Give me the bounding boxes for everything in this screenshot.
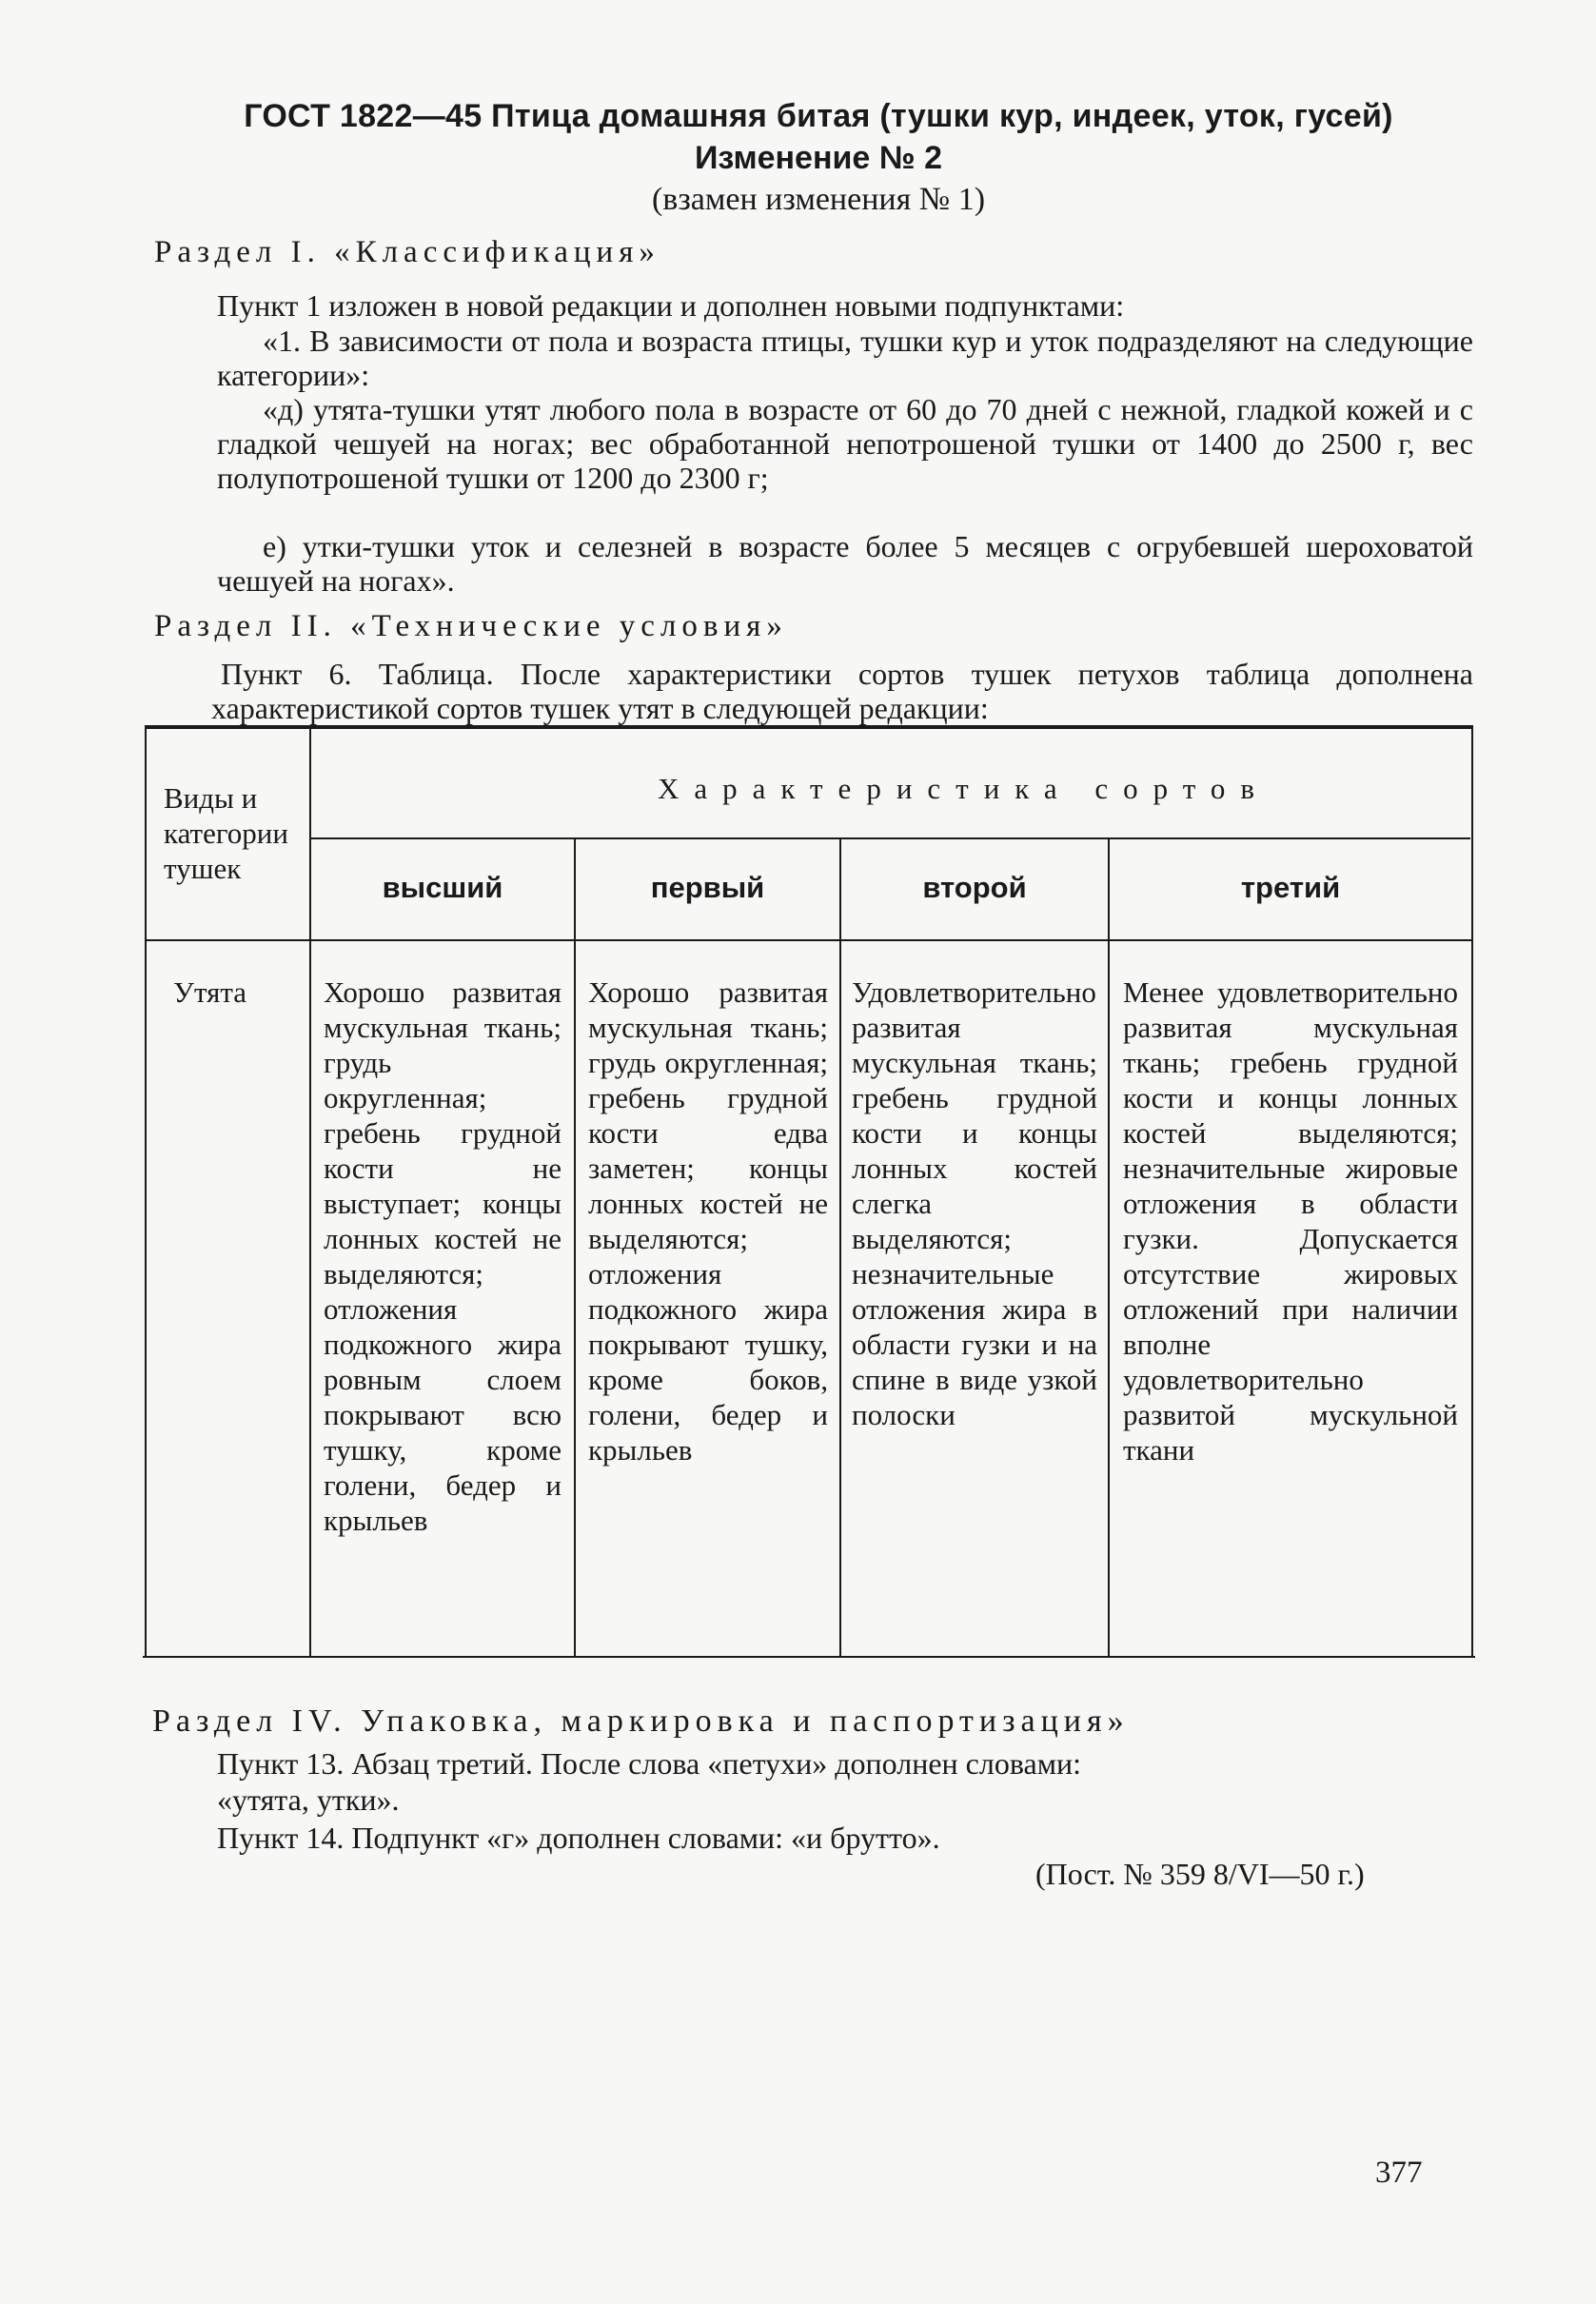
col-divider-1 <box>309 729 311 1656</box>
page-number: 377 <box>1375 2156 1423 2190</box>
resolution-reference: (Пост. № 359 8/VI—50 г.) <box>1035 1857 1365 1891</box>
section-1-paragraph-1: Пункт 1 изложен в новой редакции и дополнен новыми подпунктами: <box>217 288 1125 323</box>
ducklings-first-grade: Хорошо развитая мускульная ткань; грудь округленная; гребень грудной кости едва заметен; концы лонных костей не выделяются; отложения подкожного жира покрывают тушку, кроме боков, голени, бедер и крыльев <box>588 975 828 1467</box>
grade-header-highest: высший <box>382 871 503 904</box>
amendment-number: Изменение № 2 <box>694 140 943 176</box>
table-left-border <box>145 729 147 1656</box>
section-2-paragraph <box>211 657 1473 725</box>
ducklings-highest-grade: Хорошо развитая мускульная ткань; грудь округленная; гребень грудной кости не выступает; концы лонных костей не выделяются; отложения подкожного жира ровным слоем покрывают всю тушку, кроме голени, бедер и крыльев <box>324 975 562 1537</box>
paragraph-4-text: е) утки-тушки уток и селезней в возрасте более 5 месяцев с огрубевшей шероховатой чешуей на ногах». <box>217 529 1473 598</box>
section-2-heading: Раздел II. «Технические условия» <box>154 609 788 643</box>
table-top-rule <box>145 725 1473 729</box>
ducklings-second-grade: Удовлетворительно развитая мускульная ткань; гребень грудной кости и концы лонных костей слегка выделяются; незначительные отложения жира в области гузки и на спине в виде узкой полоски <box>852 975 1097 1431</box>
grade-header-second: второй <box>922 871 1027 904</box>
grade-header-first: первый <box>650 871 765 904</box>
section-4-line-2: «утята, утки». <box>217 1782 400 1817</box>
section-4-line-1: Пункт 13. Абзац третий. После слова «петухи» дополнен словами: <box>217 1746 1081 1781</box>
title-block <box>143 95 1494 221</box>
table-right-border <box>1471 729 1473 1656</box>
table-bottom-rule <box>143 1656 1475 1658</box>
header-bottom-rule <box>145 939 1473 941</box>
row-label-ducklings: Утята <box>173 975 247 1009</box>
grades-table <box>143 725 1475 1658</box>
section-1-heading: Раздел I. «Классификация» <box>154 235 660 269</box>
paragraph-3-text: «д) утята-тушки утят любого пола в возрасте от 60 до 70 дней с нежной, гладкой кожей и с гладкой чешуей на ногах; вес обработанной непотрошеной тушки от 1400 до 2500 г, вес полупотрошеной тушки от 1200 до 2300 г; <box>217 392 1473 495</box>
group-header-rule <box>309 837 1470 839</box>
section-4-line-3: Пункт 14. Подпункт «г» дополнен словами: «и брутто». <box>217 1821 940 1855</box>
col-divider-3 <box>839 837 841 1656</box>
document-title: ГОСТ 1822—45 Птица домашняя битая (тушки кур, индеек, уток, гусей) <box>244 98 1393 134</box>
paragraph-2-text: «1. В зависимости от пола и возраста птицы, тушки кур и уток подразделяют на следующие категории»: <box>217 324 1473 392</box>
section-1-paragraph-3 <box>217 392 1473 495</box>
section-1-paragraph-2 <box>217 324 1473 392</box>
col-divider-4 <box>1108 837 1110 1656</box>
grade-characteristics-header: Характеристика сортов <box>657 772 1271 805</box>
replaces-note: (взамен изменения № 1) <box>651 182 986 217</box>
grade-header-third: третий <box>1240 871 1341 904</box>
col-divider-2 <box>574 837 576 1656</box>
section-1-paragraph-4 <box>217 529 1473 598</box>
ducklings-third-grade: Менее удовлетворительно развитая мускульная ткань; гребень грудной кости и концы лонных костей выделяются; незначительные жировые отложения в области гузки. Допускается отсутствие жировых отложений при наличии вполне удовлетворительно развитой мускульной ткани <box>1123 975 1458 1467</box>
kind-category-header: Виды и категории тушек <box>164 781 288 885</box>
section-4-heading: Раздел IV. Упаковка, маркировка и паспортизация» <box>152 1703 1130 1739</box>
section-2-paragraph-text: Пункт 6. Таблица. После характеристики сортов тушек петухов таблица дополнена характеристикой сортов тушек утят в следующей редакции: <box>211 657 1473 725</box>
